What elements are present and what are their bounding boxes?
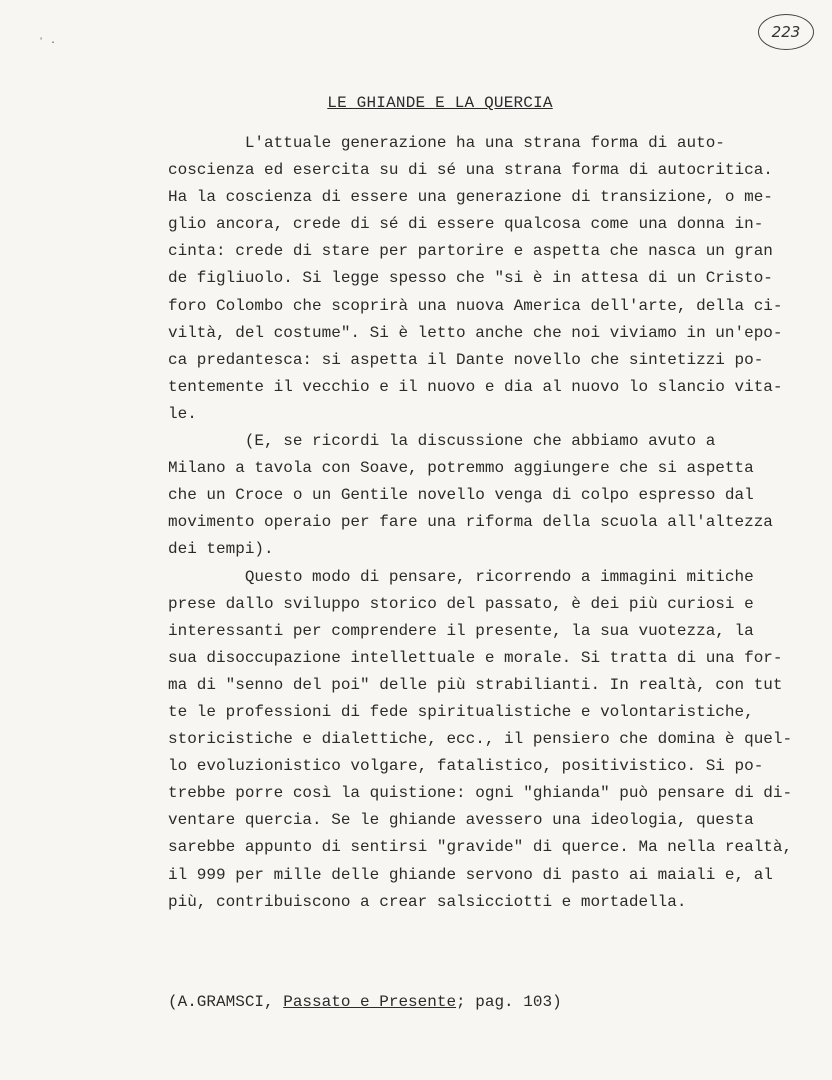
paragraph-1-line: le. bbox=[168, 404, 197, 423]
citation-work-title: Passato e Presente bbox=[283, 993, 457, 1011]
citation bbox=[168, 993, 562, 1011]
paragraph-1-line: cinta: crede di stare per partorire e aspetta che nasca un gran bbox=[168, 242, 773, 261]
body-text bbox=[168, 130, 808, 916]
paragraph-2-line: Milano a tavola con Soave, potremmo aggiungere che si aspetta bbox=[168, 459, 754, 478]
paragraph-1-line: viltà, del costume". Si è letto anche che noi viviamo in un'epo- bbox=[168, 323, 783, 342]
paragraph-3-line: prese dallo sviluppo storico del passato, è dei più curiosi e bbox=[168, 594, 754, 613]
paragraph-3-line: ventare quercia. Se le ghiande avessero una ideologia, questa bbox=[168, 811, 754, 830]
paragraph-3-line: Questo modo di pensare, ricorrendo a immagini mitiche bbox=[168, 567, 754, 586]
paragraph-3-line: più, contribuiscono a crear salsicciotti e mortadella. bbox=[168, 892, 687, 911]
paragraph-3-line: ma di "senno del poi" delle più strabilianti. In realtà, con tut bbox=[168, 675, 783, 694]
page-number-circled: 223 bbox=[758, 14, 814, 50]
paragraph-1-line: L'attuale generazione ha una strana forma di auto- bbox=[168, 134, 725, 152]
document-title: LE GHIANDE E LA QUERCIA bbox=[327, 94, 553, 112]
paragraph-1-line: de figliuolo. Si legge spesso che "si è in attesa di un Cristo- bbox=[168, 269, 773, 288]
paragraph-2-line: che un Croce o un Gentile novello venga di colpo espresso dal bbox=[168, 486, 754, 505]
paragraph-3-line: sua disoccupazione intellettuale e morale. Si tratta di una for- bbox=[168, 648, 783, 667]
citation-close: ; pag. 103) bbox=[456, 993, 562, 1011]
paragraph-2-line: movimento operaio per fare una riforma della scuola all'altezza bbox=[168, 513, 773, 532]
paragraph-3-line: te le professioni di fede spiritualistiche e volontaristiche, bbox=[168, 702, 754, 721]
citation-open: (A.GRAMSCI, bbox=[168, 993, 284, 1011]
paragraph-2-line: dei tempi). bbox=[168, 540, 274, 559]
paragraph-1-line: tentemente il vecchio e il nuovo e dia al nuovo lo slancio vita- bbox=[168, 377, 783, 396]
paragraph-1-line: coscienza ed esercita su di sé una strana forma di autocritica. bbox=[168, 161, 773, 180]
paragraph-2-line: (E, se ricordi la discussione che abbiamo avuto a bbox=[168, 432, 716, 451]
paragraph-1-line: foro Colombo che scoprirà una nuova America dell'arte, della ci- bbox=[168, 296, 783, 315]
paragraph-3-line: trebbe porre così la quistione: ogni "ghianda" può pensare di di- bbox=[168, 784, 793, 803]
paragraph-3-line: lo evoluzionistico volgare, fatalistico, positivistico. Si po- bbox=[168, 757, 764, 776]
paragraph-3-line: sarebbe appunto di sentirsi "gravide" di querce. Ma nella realtà, bbox=[168, 838, 793, 857]
paragraph-1-line: ca predantesca: si aspetta il Dante novello che sintetizzi po- bbox=[168, 350, 764, 369]
paragraph-1-line: Ha la coscienza di essere una generazione di transizione, o me- bbox=[168, 188, 773, 207]
paper-specks: ʼ · bbox=[38, 38, 57, 49]
paragraph-1-line: glio ancora, crede di sé di essere qualcosa come una donna in- bbox=[168, 215, 764, 234]
paragraph-3-line: il 999 per mille delle ghiande servono di pasto ai maiali e, al bbox=[168, 865, 773, 884]
paragraph-3-line: interessanti per comprendere il presente, la sua vuotezza, la bbox=[168, 621, 754, 640]
paragraph-3-line: storicistiche e dialettiche, ecc., il pensiero che domina è quel- bbox=[168, 730, 793, 749]
